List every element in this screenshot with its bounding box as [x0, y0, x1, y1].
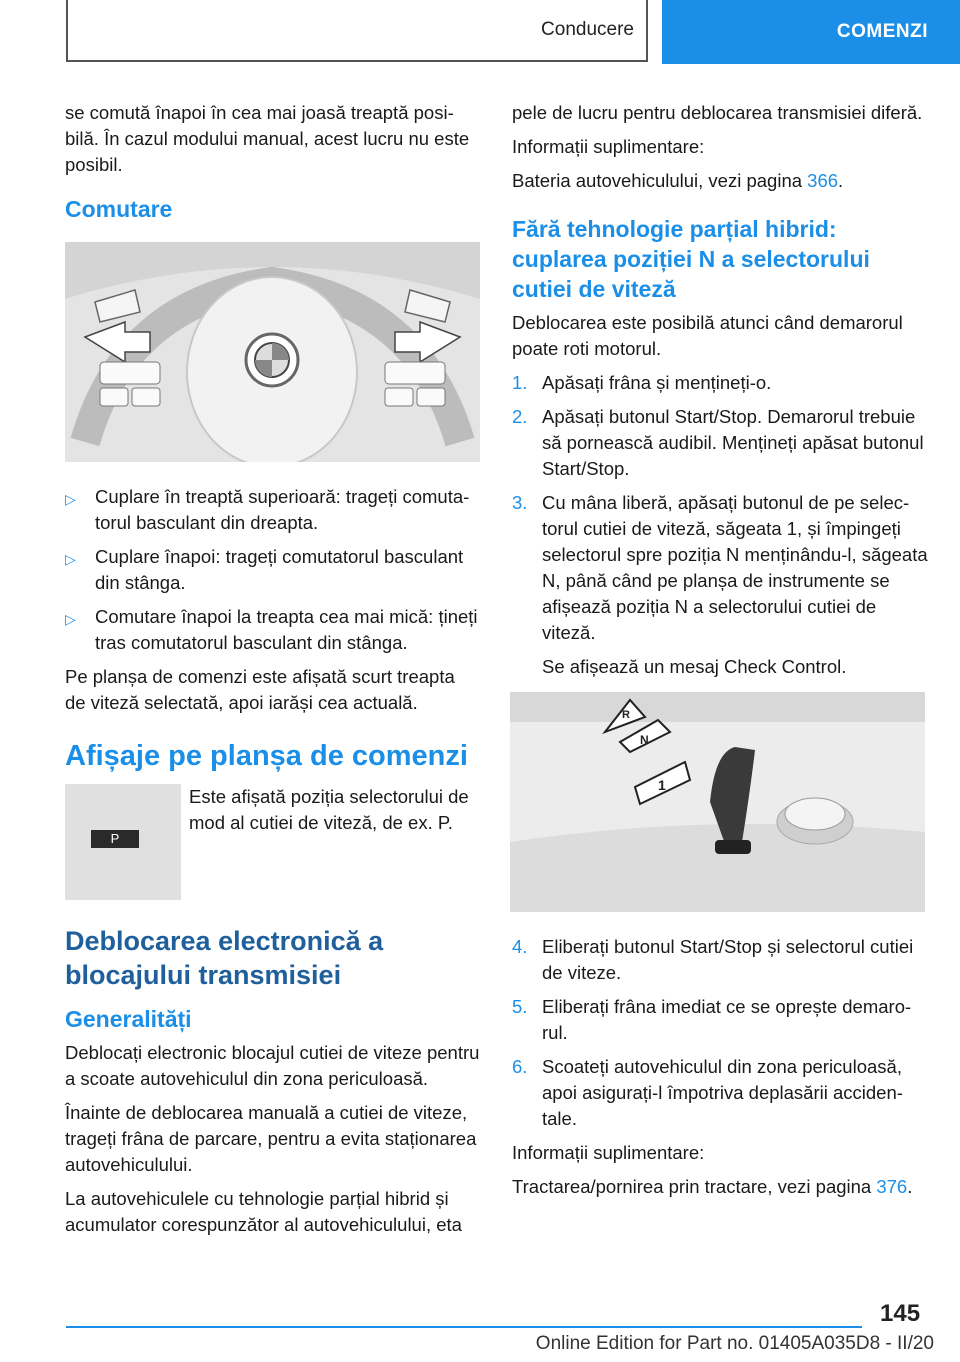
- triangle-bullet-icon: ▷: [65, 491, 76, 507]
- step-number: 4.: [512, 936, 528, 957]
- bullet-downshift: [65, 544, 480, 596]
- display-heading: Afișaje pe planșa de comenzi: [65, 740, 468, 772]
- park-symbol: P: [91, 830, 139, 848]
- info-text-1-body: Bateria autovehiculului, vezi pagina: [512, 170, 808, 191]
- intro-paragraph: se comută înapoi în cea mai joasă treaptă posibilă. În cazul modului manual, acest lucru nu este posibil.: [65, 102, 470, 175]
- header-chapter-label: COMENZI: [836, 21, 928, 42]
- step-text: Cu mâna liberă, apăsați butonul de pe selectorul cutiei de viteză, săgeata 1, și împingeți selectorul spre poziția N menținându-l, săgeata N, până când pe planșa de instrumente se afișează poziția N a selectorului cutiei de viteză.: [542, 492, 928, 643]
- footer-edition: Online Edition for Part no. 01405A035D8 - II/20: [535, 1333, 934, 1354]
- step-number: 5.: [512, 996, 528, 1017]
- no-hybrid-heading: Fără tehnologie parțial hibrid: cuplarea poziției N a selectorului cutiei de viteză: [512, 216, 870, 302]
- step-3-note: Se afișează un mesaj Check Control.: [542, 656, 847, 677]
- page-link-366[interactable]: 366: [807, 170, 839, 191]
- header-section-label: Conducere: [541, 19, 634, 40]
- bullet-lowest-gear: [65, 604, 480, 656]
- bullet-text: Comutare înapoi la treapta cea mai mică: țineți tras comutatorul basculant din stânga.: [95, 606, 478, 653]
- gear-selector-image: [510, 692, 925, 912]
- continuation-paragraph: pele de lucru pentru deblocarea transmisiei diferă.: [512, 102, 923, 123]
- info-text-2-body: Tractarea/pornirea prin tractare, vezi pagina: [512, 1176, 877, 1197]
- general-paragraph-2: Înainte de deblocarea manuală a cutiei de viteze, trageți frâna de parcare, pentru a evita staționarea autovehiculului.: [65, 1102, 477, 1175]
- right-column: [512, 100, 930, 1208]
- step-text: Scoateți autovehiculul din zona periculoasă, apoi asigurați-l împotriva deplasării accidentale.: [542, 1056, 903, 1129]
- info-text-1: Bateria autovehiculului, vezi pagina 366.: [512, 170, 844, 191]
- general-paragraph-3: La autovehiculele cu tehnologie parțial hibrid și acumulator corespunzător al autovehiculului, eta: [65, 1188, 462, 1235]
- step-4: [512, 934, 930, 986]
- display-text: Este afișată poziția selectorului de mod al cutiei de viteză, de ex. P.: [189, 786, 469, 833]
- header-chapter: [662, 0, 960, 64]
- step-3: [512, 490, 930, 646]
- page-link-376[interactable]: 376: [876, 1176, 908, 1197]
- step-number: 1.: [512, 372, 528, 393]
- bullet-upshift: [65, 484, 480, 536]
- step-5: [512, 994, 930, 1046]
- display-row: [65, 784, 480, 900]
- triangle-bullet-icon: ▷: [65, 611, 76, 627]
- step-text: Eliberați butonul Start/Stop și selectorul cutiei de viteze.: [542, 936, 914, 983]
- page-number: 145: [880, 1300, 921, 1327]
- bullet-text: Cuplare în treaptă superioară: trageți comutatorul basculant din dreapta.: [95, 486, 470, 533]
- step-number: 2.: [512, 406, 528, 427]
- step-number: 6.: [512, 1056, 528, 1077]
- step-text: Apăsați butonul Start/Stop. Demarorul trebuie să pornească audibil. Mențineți apăsat butonul Start/Stop.: [542, 406, 924, 479]
- steering-wheel-image: [65, 242, 480, 462]
- info-text-2: Tractarea/pornirea prin tractare, vezi pagina 376.: [512, 1176, 913, 1197]
- bullet-text: Cuplare înapoi: trageți comutatorul basculant din stânga.: [95, 546, 464, 593]
- header-section: [66, 0, 648, 62]
- left-column: [65, 100, 480, 1246]
- step-6: [512, 1054, 930, 1132]
- triangle-bullet-icon: ▷: [65, 551, 76, 567]
- after-bullets-paragraph: Pe planșa de comenzi este afișată scurt treapta de viteză selectată, apoi iarăși cea actuală.: [65, 666, 455, 713]
- info-label-1: Informații suplimentare:: [512, 136, 705, 157]
- info-label-2: Informații suplimentare:: [512, 1142, 705, 1163]
- footer-divider: [66, 1326, 862, 1328]
- lead-paragraph: Deblocarea este posibilă atunci când demarorul poate roti motorul.: [512, 312, 903, 359]
- label-n: N: [640, 733, 649, 747]
- general-heading: Generalități: [65, 1006, 192, 1032]
- label-r: R: [622, 709, 630, 721]
- display-symbol-image: [65, 784, 181, 900]
- step-2: [512, 404, 930, 482]
- unlock-heading: Deblocarea electronică a blocajului transmisiei: [65, 926, 384, 990]
- step-text: Eliberați frâna imediat ce se oprește demarorul.: [542, 996, 912, 1043]
- label-1: 1: [658, 777, 666, 793]
- comutare-heading: Comutare: [65, 196, 173, 222]
- step-text: Apăsați frâna și mențineți-o.: [542, 372, 772, 393]
- step-number: 3.: [512, 492, 528, 513]
- step-1: [512, 370, 930, 396]
- general-paragraph-1: Deblocați electronic blocajul cutiei de viteze pentru a scoate autovehiculul din zona periculoasă.: [65, 1042, 480, 1089]
